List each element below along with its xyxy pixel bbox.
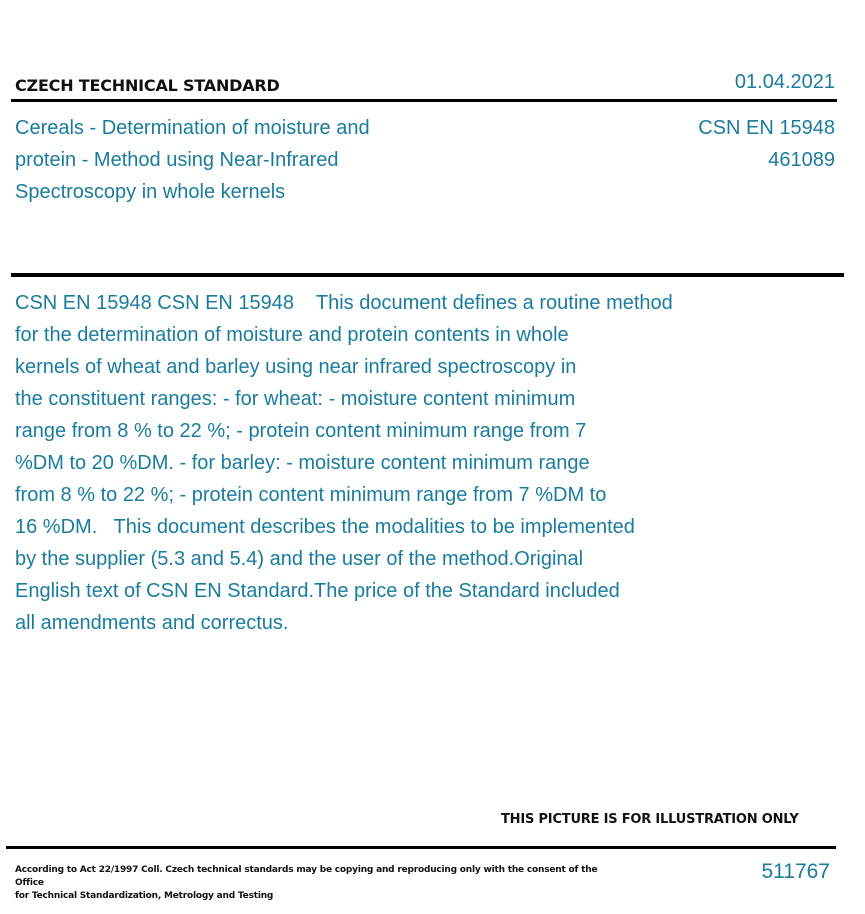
standard-code: CSN EN 15948 [698,117,835,139]
abstract-line: from 8 % to 22 %; - protein content minimum range from 7 %DM to [15,484,607,506]
footer-divider [6,846,836,849]
catalog-number: 461089 [768,149,835,171]
standard-identifiers [698,112,835,176]
abstract-line: by the supplier (5.3 and 5.4) and the user of the method.Original [15,548,584,570]
standard-title-line: Spectroscopy in whole kernels [15,181,286,203]
legal-notice [15,864,615,903]
abstract-line: English text of CSN EN Standard.The price of the Standard included [15,580,620,602]
abstract-line: %DM to 20 %DM. - for barley: - moisture content minimum range [15,452,590,474]
abstract-line: kernels of wheat and barley using near infrared spectroscopy in [15,356,577,378]
abstract-line: 16 %DM. This document describes the modalities to be implemented [15,516,635,538]
legal-notice-line: for Technical Standardization, Metrology and Testing [15,891,274,901]
standard-title-line: protein - Method using Near-Infrared [15,149,339,171]
abstract-text [15,287,735,639]
document-type-heading: CZECH TECHNICAL STANDARD [15,76,280,95]
abstract-line: all amendments and correctus. [15,612,289,634]
standard-title-line: Cereals - Determination of moisture and [15,117,370,139]
document-number: 511767 [761,860,830,883]
abstract-line: the constituent ranges: - for wheat: - moisture content minimum [15,388,576,410]
header-divider [11,99,837,102]
standard-title [15,112,435,208]
abstract-line: for the determination of moisture and protein contents in whole [15,324,569,346]
abstract-line: range from 8 % to 22 %; - protein content minimum range from 7 [15,420,587,442]
section-divider [11,273,844,277]
abstract-line: CSN EN 15948 CSN EN 15948 This document defines a routine method [15,292,673,314]
illustration-disclaimer: THIS PICTURE IS FOR ILLUSTRATION ONLY [501,812,799,827]
legal-notice-line: According to Act 22/1997 Coll. Czech technical standards may be copying and reproducing only with the consent of the Office [15,865,598,888]
publication-date: 01.04.2021 [734,71,835,93]
